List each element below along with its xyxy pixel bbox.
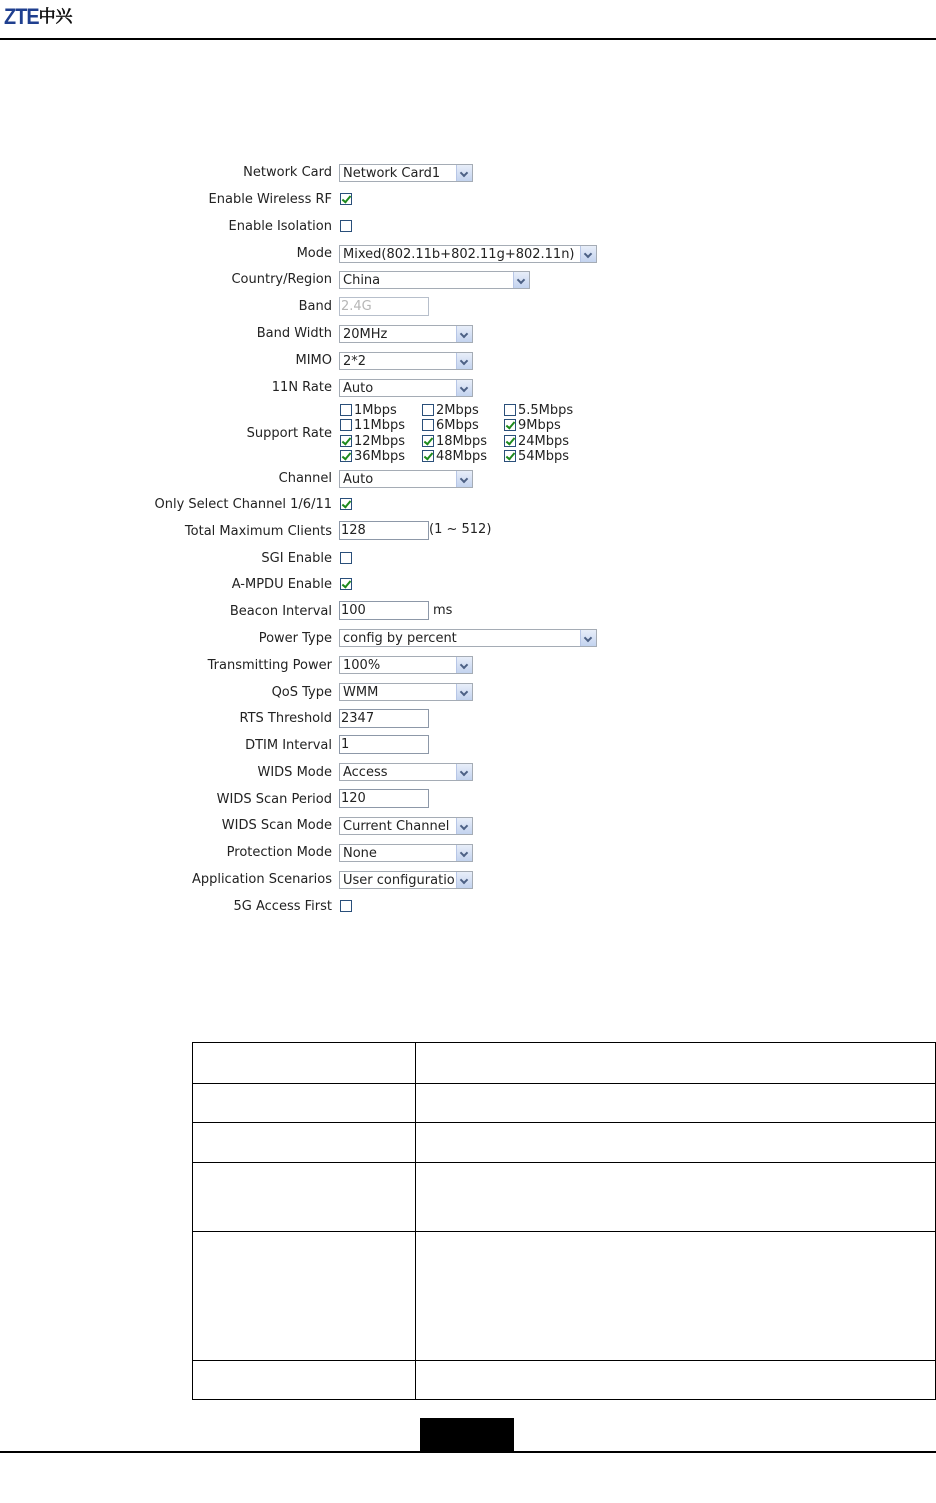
total-max-clients-input[interactable]: 128	[339, 521, 429, 540]
power-type-label: Power Type	[258, 631, 332, 646]
chevron-down-icon	[456, 684, 472, 700]
rts-threshold-input[interactable]: 2347	[339, 709, 429, 728]
power-type-select[interactable]: config by percent	[339, 629, 597, 647]
only-select-channel-label: Only Select Channel 1/6/11	[154, 497, 332, 512]
11n-rate-label: 11N Rate	[271, 380, 332, 395]
application-scenarios-label: Application Scenarios	[191, 872, 332, 887]
ampdu-enable-label: A-MPDU Enable	[231, 577, 332, 592]
transmitting-power-label: Transmitting Power	[207, 658, 332, 673]
chevron-down-icon	[456, 380, 472, 396]
beacon-interval-unit: ms	[433, 603, 453, 618]
protection-mode-label: Protection Mode	[226, 845, 332, 860]
band-width-label: Band Width	[256, 326, 332, 341]
support-rate-label: Support Rate	[246, 426, 332, 441]
sgi-enable-checkbox[interactable]	[340, 552, 352, 564]
chevron-down-icon	[456, 471, 472, 487]
wids-scan-period-input[interactable]: 120	[339, 789, 429, 808]
page-number-box	[420, 1418, 514, 1452]
footer-divider	[0, 1451, 936, 1453]
beacon-interval-input[interactable]: 100	[339, 601, 429, 620]
band-input: 2.4G	[339, 297, 429, 316]
dtim-interval-label: DTIM Interval	[245, 738, 332, 753]
chevron-down-icon	[456, 764, 472, 780]
wids-mode-label: WIDS Mode	[257, 765, 332, 780]
rate-checkbox[interactable]	[422, 404, 434, 416]
table-row	[193, 1084, 936, 1123]
country-region-select[interactable]: China	[339, 271, 530, 289]
parameter-description-table	[192, 1042, 936, 1400]
zte-logo	[4, 2, 73, 29]
rate-checkbox[interactable]	[340, 404, 352, 416]
5g-access-first-label: 5G Access First	[233, 899, 332, 914]
mimo-label: MIMO	[295, 353, 332, 368]
wids-scan-mode-select[interactable]: Current Channel	[339, 817, 473, 835]
protection-mode-select[interactable]: None	[339, 844, 473, 862]
chevron-down-icon	[456, 872, 472, 888]
wids-mode-select[interactable]: Access	[339, 763, 473, 781]
rate-checkbox[interactable]	[422, 435, 434, 447]
rate-checkbox[interactable]	[340, 450, 352, 462]
rate-checkbox[interactable]	[504, 404, 516, 416]
rate-checkbox[interactable]	[422, 450, 434, 462]
5g-access-first-checkbox[interactable]	[340, 900, 352, 912]
chevron-down-icon	[513, 272, 529, 288]
chevron-down-icon	[456, 165, 472, 181]
band-label: Band	[298, 299, 332, 314]
beacon-interval-label: Beacon Interval	[229, 604, 332, 619]
enable-wireless-rf-checkbox[interactable]	[340, 193, 352, 205]
table-row	[193, 1361, 936, 1400]
chevron-down-icon	[456, 845, 472, 861]
header-divider	[0, 38, 936, 40]
rate-checkbox[interactable]	[504, 419, 516, 431]
qos-type-select[interactable]: WMM	[339, 683, 473, 701]
rate-checkbox[interactable]	[504, 435, 516, 447]
chevron-down-icon	[456, 353, 472, 369]
enable-isolation-checkbox[interactable]	[340, 220, 352, 232]
sgi-enable-label: SGI Enable	[261, 551, 332, 566]
chevron-down-icon	[456, 818, 472, 834]
rate-checkbox[interactable]	[422, 419, 434, 431]
total-max-clients-label: Total Maximum Clients	[184, 524, 332, 539]
mode-select[interactable]: Mixed(802.11b+802.11g+802.11n)	[339, 245, 597, 263]
band-width-select[interactable]: 20MHz	[339, 325, 473, 343]
only-select-channel-checkbox[interactable]	[340, 498, 352, 510]
wids-scan-mode-label: WIDS Scan Mode	[221, 818, 332, 833]
chevron-down-icon	[580, 246, 596, 262]
network-card-label: Network Card	[243, 165, 332, 180]
logo-chinese: 中兴	[38, 7, 73, 27]
mimo-select[interactable]: 2*2	[339, 352, 473, 370]
enable-wireless-rf-label: Enable Wireless RF	[208, 192, 332, 207]
transmitting-power-select[interactable]: 100%	[339, 656, 473, 674]
country-region-label: Country/Region	[231, 272, 332, 287]
table-row	[193, 1232, 936, 1361]
dtim-interval-input[interactable]: 1	[339, 735, 429, 754]
chevron-down-icon	[580, 630, 596, 646]
wids-scan-period-label: WIDS Scan Period	[216, 792, 332, 807]
table-row	[193, 1163, 936, 1232]
rts-threshold-label: RTS Threshold	[239, 711, 332, 726]
rate-checkbox[interactable]	[340, 435, 352, 447]
ampdu-enable-checkbox[interactable]	[340, 578, 352, 590]
enable-isolation-label: Enable Isolation	[228, 219, 332, 234]
chevron-down-icon	[456, 326, 472, 342]
qos-type-label: QoS Type	[271, 685, 332, 700]
table-row	[193, 1043, 936, 1084]
rate-checkbox[interactable]	[504, 450, 516, 462]
11n-rate-select[interactable]: Auto	[339, 379, 473, 397]
channel-select[interactable]: Auto	[339, 470, 473, 488]
total-max-clients-hint: (1 ~ 512)	[429, 522, 492, 537]
table-row	[193, 1123, 936, 1163]
rate-checkbox[interactable]	[340, 419, 352, 431]
logo-latin: ZTE	[4, 4, 39, 29]
application-scenarios-select[interactable]: User configuratio	[339, 871, 473, 889]
network-card-select[interactable]: Network Card1	[339, 164, 473, 182]
mode-label: Mode	[296, 246, 332, 261]
channel-label: Channel	[278, 471, 332, 486]
chevron-down-icon	[456, 657, 472, 673]
